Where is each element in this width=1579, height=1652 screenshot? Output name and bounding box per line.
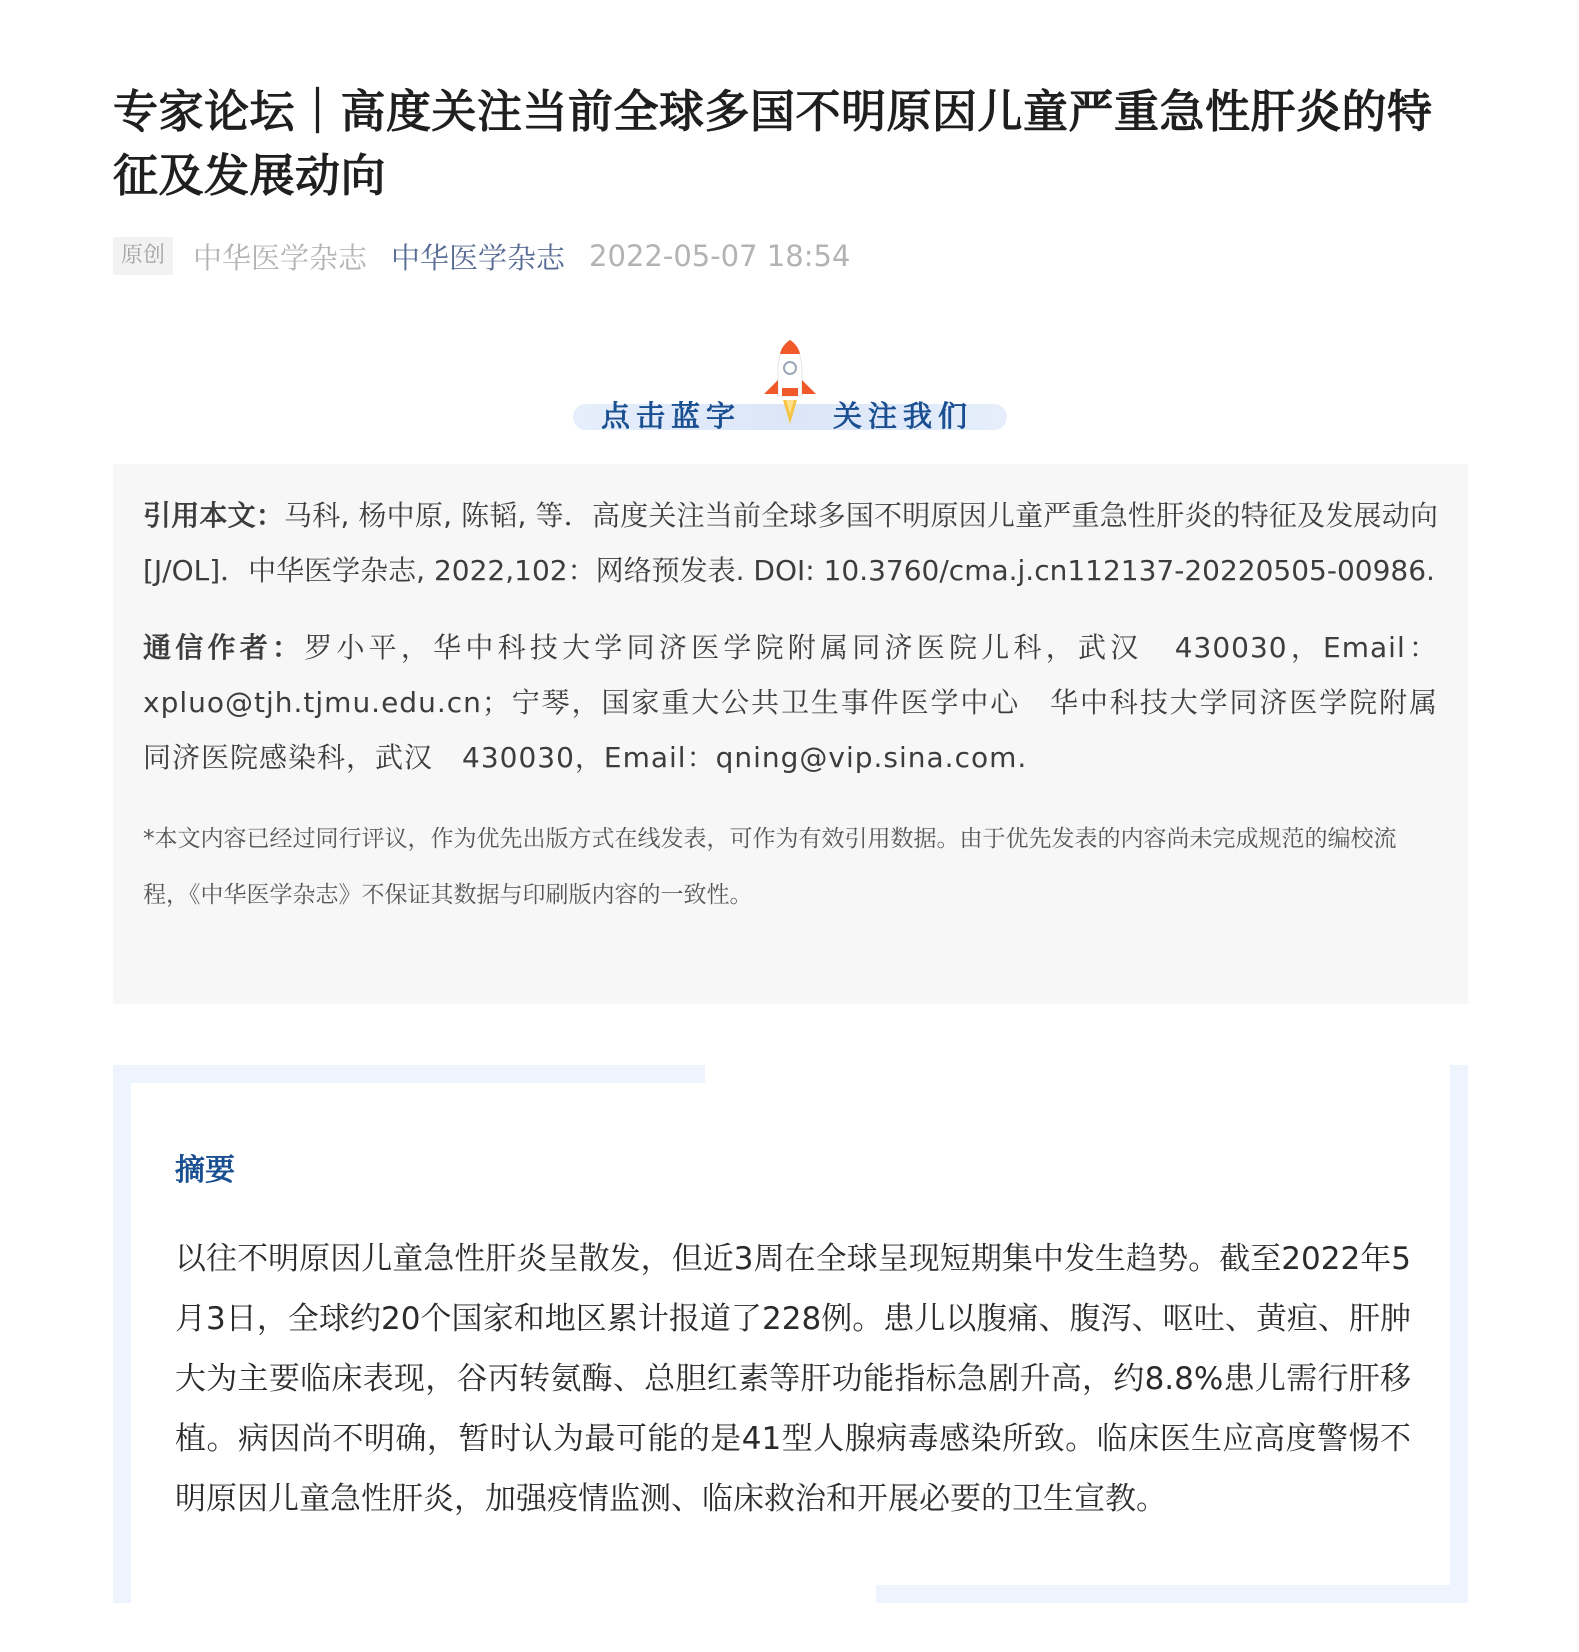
account-link[interactable]: 中华医学杂志 [391,240,566,275]
author-name: 中华医学杂志 [193,240,368,275]
article-header [113,80,1468,276]
corresponding-author-label: 通信作者： [143,631,305,664]
follow-banner[interactable] [573,338,1007,438]
corresponding-author-text: 罗小平，华中科技大学同济医学院附属同济医院儿科，武汉 430030，Email：xpluo@tjh.tjmu.edu.cn；宁琴，国家重大公共卫生事件医学中心 华中科技大学同济医学院附属同济医院感染科，武汉 430030，Email：qning@vip.sina.com. [143,631,1438,774]
original-badge: 原创 [113,237,173,275]
abstract-frame-left [113,1065,131,1603]
corresponding-author-paragraph [143,620,1438,785]
abstract-frame-bottom [876,1585,1468,1603]
follow-right-text: 关注我们 [833,399,974,433]
abstract-frame-right [1450,1065,1468,1603]
peer-review-note: *本文内容已经过同行评议，作为优先出版方式在线发表，可作为有效引用数据。由于优先发表的内容尚未完成规范的编校流程，《中华医学杂志》不保证其数据与印刷版内容的一致性。 [143,826,1397,908]
citation-text: 马科, 杨中原, 陈韬, 等．高度关注当前全球多国不明原因儿童严重急性肝炎的特征及发展动向 [J/OL]．中华医学杂志, 2022,102：网络预发表. DOI: 10.3760/cma.j.cn112137-20220505-00986. [143,499,1438,587]
publish-date: 2022-05-07 18:54 [589,239,851,273]
article-title: 专家论坛｜高度关注当前全球多国不明原因儿童严重急性肝炎的特征及发展动向 [113,85,1433,202]
citation-box [113,464,1468,1004]
rocket-icon [758,338,822,430]
abstract-section [113,1065,1468,1603]
article-meta [113,236,1468,276]
citation-paragraph [143,488,1438,598]
follow-left-text: 点击蓝字 [601,399,742,433]
abstract-heading: 摘要 [175,1153,235,1188]
abstract-frame-top [113,1065,705,1083]
citation-label: 引用本文： [143,499,285,532]
abstract-text: 以往不明原因儿童急性肝炎呈散发，但近3周在全球呈现短期集中发生趋势。截至2022年5月3日，全球约20个国家和地区累计报道了228例。患儿以腹痛、腹泻、呕吐、黄疸、肝肿大为主要临床表现，谷丙转氨酶、总胆红素等肝功能指标急剧升高，约8.8%患儿需行肝移植。病因尚不明确，暂时认为最可能的是41型人腺病毒感染所致。临床医生应高度警惕不明原因儿童急性肝炎，加强疫情监测、临床救治和开展必要的卫生宣教。 [175,1241,1411,1517]
